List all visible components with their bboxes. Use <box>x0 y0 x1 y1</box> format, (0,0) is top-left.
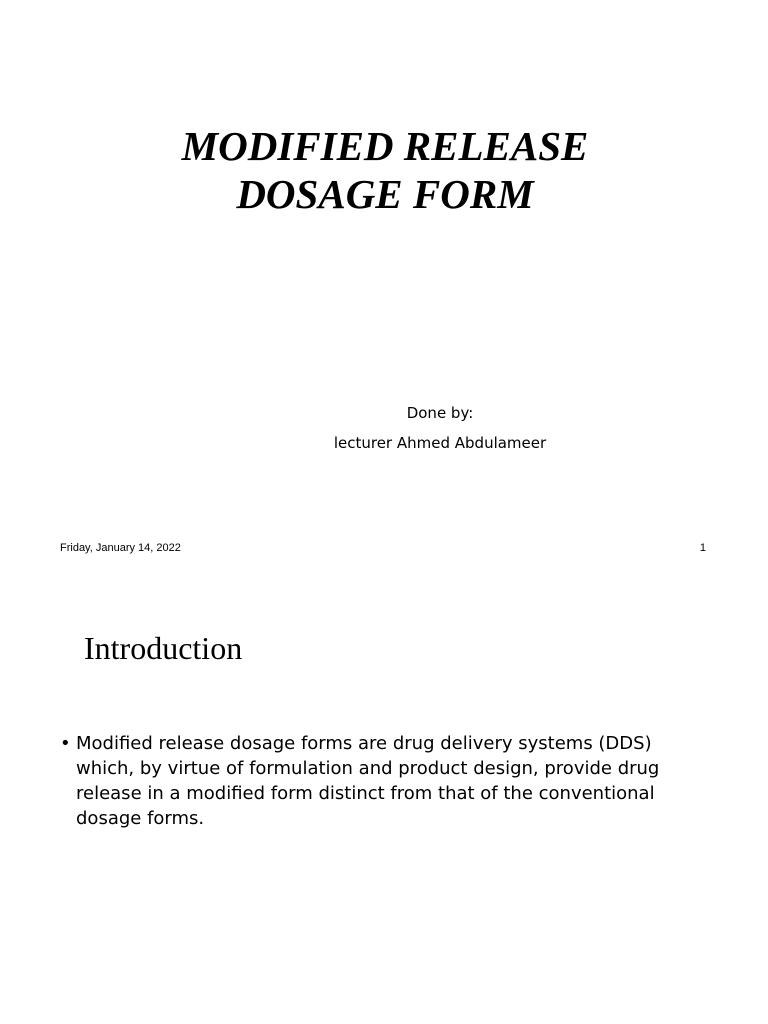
section-heading: Introduction <box>84 630 243 666</box>
bullet-item <box>60 731 700 831</box>
slide-title <box>60 122 710 218</box>
bullet-marker: • <box>60 733 71 754</box>
slide-date: Friday, January 14, 2022 <box>60 542 181 554</box>
bullet-text-line: which, by virtue of formulation and product design, provide drug <box>76 758 660 779</box>
bullet-text-line: dosage forms. <box>76 808 205 829</box>
bullet-text-line: Modified release dosage forms are drug delivery systems (DDS) <box>76 733 652 754</box>
slide-title-line: DOSAGE FORM <box>236 171 534 217</box>
introduction-slide <box>0 576 768 1024</box>
slide-page-number: 1 <box>699 542 706 554</box>
bullet-text <box>76 731 700 831</box>
slide-title-line: MODIFIED RELEASE <box>181 123 589 169</box>
author-label: Done by: <box>406 404 474 422</box>
author-name: lecturer Ahmed Abdulameer <box>333 434 547 452</box>
bullet-text-line: release in a modified form distinct from that of the conventional <box>76 783 655 804</box>
bullet-list <box>60 731 700 831</box>
author-block <box>280 398 600 458</box>
